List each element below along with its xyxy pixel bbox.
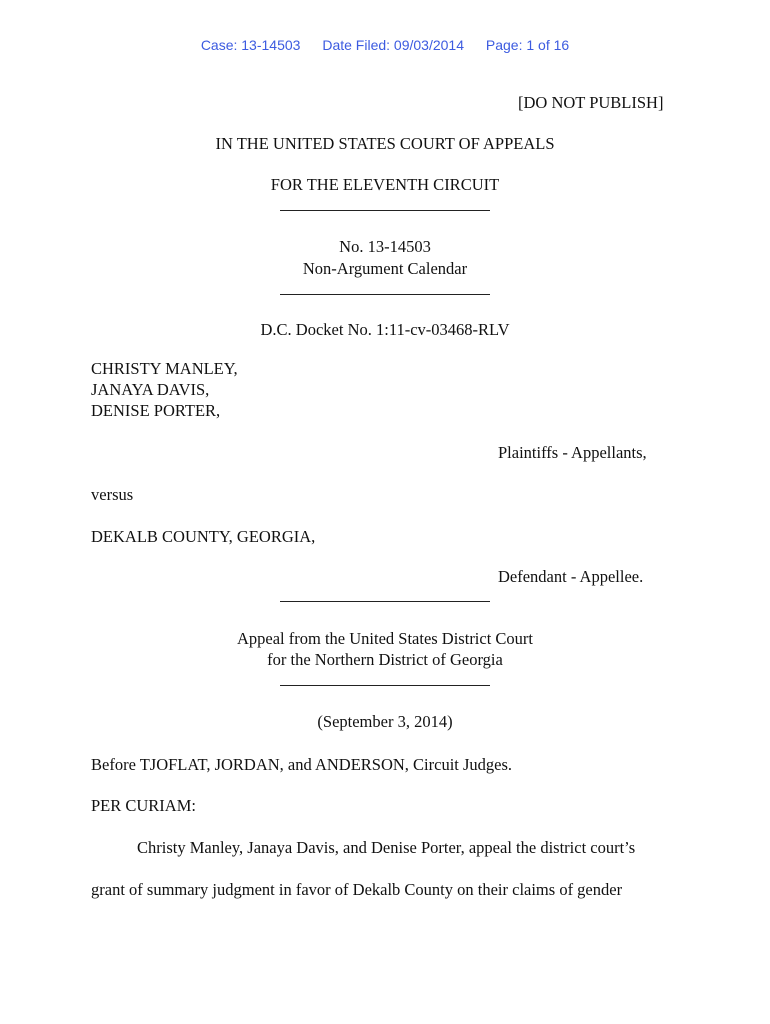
defendant-role: Defendant - Appellee.	[498, 567, 644, 586]
case-number: No. 13-14503	[339, 237, 431, 256]
appeal-origin-line1: Appeal from the United States District Court	[236, 629, 534, 648]
separator-rule	[280, 685, 490, 686]
plaintiff-name: CHRISTY MANLEY,	[91, 359, 238, 378]
plaintiffs-role: Plaintiffs - Appellants,	[498, 443, 647, 462]
decision-date: (September 3, 2014)	[317, 712, 453, 731]
versus-label: versus	[91, 485, 134, 504]
separator-rule	[280, 210, 490, 211]
date-filed-stamp: Date Filed: 09/03/2014	[322, 37, 464, 53]
appeal-origin-line2: for the Northern District of Georgia	[267, 650, 503, 669]
defendant-name: DEKALB COUNTY, GEORGIA,	[91, 527, 316, 546]
opinion-body-line: grant of summary judgment in favor of Dekalb County on their claims of gender	[91, 880, 623, 899]
publish-note: [DO NOT PUBLISH]	[518, 93, 664, 112]
per-curiam-heading: PER CURIAM:	[91, 796, 196, 815]
panel-judges: Before TJOFLAT, JORDAN, and ANDERSON, Circuit Judges.	[91, 755, 513, 774]
page-count-stamp: Page: 1 of 16	[485, 37, 570, 53]
court-title-line1: IN THE UNITED STATES COURT OF APPEALS	[215, 134, 555, 153]
filing-header-stamp	[0, 37, 770, 53]
separator-rule	[280, 601, 490, 602]
docket-number: D.C. Docket No. 1:11-cv-03468-RLV	[260, 320, 510, 339]
plaintiff-name: JANAYA DAVIS,	[91, 380, 210, 399]
case-number-stamp: Case: 13-14503	[200, 37, 301, 53]
opinion-body-line: Christy Manley, Janaya Davis, and Denise Porter, appeal the district court’s	[137, 838, 636, 857]
plaintiff-name: DENISE PORTER,	[91, 401, 221, 420]
separator-rule	[280, 294, 490, 295]
calendar-type: Non-Argument Calendar	[302, 259, 468, 278]
court-title-line2: FOR THE ELEVENTH CIRCUIT	[270, 175, 500, 194]
